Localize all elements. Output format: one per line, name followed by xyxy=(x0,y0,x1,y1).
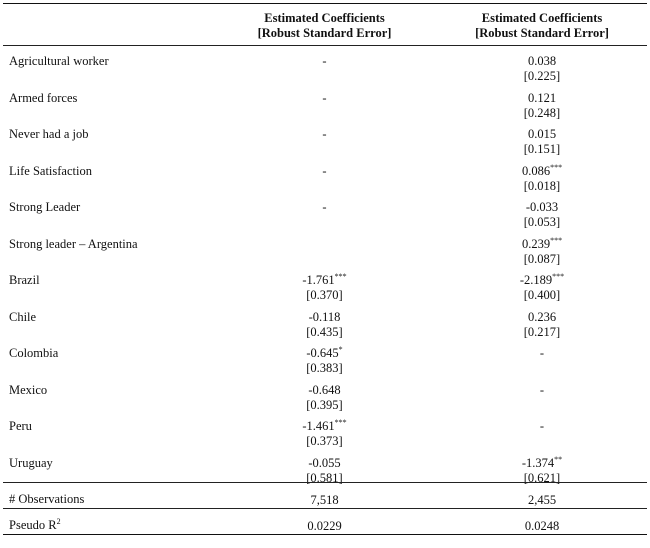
coefficient-cell-c2 xyxy=(439,383,645,398)
coefficient-value: 0.121 xyxy=(527,90,557,105)
table-row xyxy=(3,157,647,194)
coefficient xyxy=(233,200,416,215)
coefficient-cell-c2 xyxy=(439,200,645,230)
coefficient-cell-c1 xyxy=(233,164,416,179)
column-header-1-line2: [Robust Standard Error] xyxy=(257,26,392,40)
coefficient xyxy=(439,200,645,215)
coefficient-value: - xyxy=(539,419,545,433)
coefficient xyxy=(233,91,416,106)
coefficient xyxy=(233,54,416,69)
coefficient xyxy=(439,127,645,142)
coefficient xyxy=(233,419,416,434)
bottom-rule xyxy=(3,534,647,535)
pseudo-r2-label: Pseudo R xyxy=(9,518,57,532)
column-header-2 xyxy=(439,11,645,41)
standard-error: [0.217] xyxy=(523,324,561,339)
coefficient-value: -0.033 xyxy=(525,200,559,214)
standard-error: [0.151] xyxy=(523,142,561,156)
coefficient-cell-c1 xyxy=(233,200,416,215)
header-rule xyxy=(3,45,647,46)
standard-error: [0.435] xyxy=(306,324,343,339)
coefficient-value: - xyxy=(539,346,545,360)
coefficient-value: - xyxy=(539,382,545,397)
coefficient-cell-c2 xyxy=(439,456,645,486)
coefficient-value: -0.645 xyxy=(306,346,339,360)
table-row xyxy=(3,412,647,449)
coefficient-cell-c1 xyxy=(233,383,416,413)
coefficient-cell-c2 xyxy=(439,310,645,340)
row-label xyxy=(9,518,61,533)
coefficient-value: -0.648 xyxy=(308,382,341,397)
table-row xyxy=(3,449,647,486)
coefficient xyxy=(439,310,645,325)
significance-stars: * xyxy=(338,345,343,354)
coefficient xyxy=(439,54,645,69)
row-label: Never had a job xyxy=(9,127,89,141)
coefficient-cell-c2 xyxy=(439,419,645,434)
coefficient-cell-c2 xyxy=(439,164,645,194)
row-label: Strong leader – Argentina xyxy=(9,236,138,251)
coefficient-cell-c2 xyxy=(439,346,645,361)
row-label: Mexico xyxy=(9,382,48,397)
significance-stars: *** xyxy=(334,418,347,427)
row-label: Peru xyxy=(9,419,32,433)
significance-stars: ** xyxy=(554,454,563,464)
observations-col2: 2,455 xyxy=(527,493,557,507)
row-label: Brazil xyxy=(9,273,40,287)
coefficient-value: - xyxy=(322,127,327,141)
significance-stars: *** xyxy=(550,162,563,172)
coefficient xyxy=(233,164,416,179)
observations-col1: 7,518 xyxy=(310,493,339,507)
coefficient-value: - xyxy=(322,54,327,68)
pseudo-r2-col2: 0.0248 xyxy=(524,519,560,533)
column-header-1-line1: Estimated Coefficients xyxy=(264,11,385,25)
coefficient-value: -2.189 xyxy=(519,273,553,287)
table-row xyxy=(3,230,647,267)
obs-rule xyxy=(3,508,647,509)
coefficient xyxy=(439,237,645,252)
coefficient-cell-c1 xyxy=(233,127,416,142)
coefficient-value: -0.055 xyxy=(308,455,341,470)
column-header-1 xyxy=(233,11,416,41)
coefficient-cell-c2 xyxy=(439,54,645,84)
body-rule xyxy=(3,482,647,483)
pseudo-r2-col1: 0.0229 xyxy=(307,519,342,533)
table-row xyxy=(3,193,647,230)
table-row xyxy=(3,120,647,157)
standard-error: [0.225] xyxy=(523,69,561,83)
coefficient-value: 0.239 xyxy=(521,236,551,251)
coefficient-cell-c1 xyxy=(233,346,416,376)
table-row xyxy=(3,47,647,84)
coefficient-value: 0.236 xyxy=(527,309,557,324)
table-row xyxy=(3,84,647,121)
coefficient xyxy=(439,346,645,361)
row-label: Armed forces xyxy=(9,90,78,105)
column-header-2-line2: [Robust Standard Error] xyxy=(475,26,609,40)
coefficient xyxy=(439,164,645,179)
coefficient xyxy=(439,91,645,106)
standard-error: [0.018] xyxy=(523,178,561,193)
row-label: # Observations xyxy=(9,492,85,506)
coefficient xyxy=(439,383,645,398)
standard-error: [0.248] xyxy=(523,105,561,120)
coefficient xyxy=(439,456,645,471)
coefficient-cell-c2 xyxy=(439,127,645,157)
row-label: Chile xyxy=(9,309,37,324)
row-label: Uruguay xyxy=(9,455,53,470)
standard-error: [0.581] xyxy=(306,470,343,485)
coefficient-value: -0.118 xyxy=(308,309,341,324)
significance-stars: *** xyxy=(550,235,563,245)
row-label: Agricultural worker xyxy=(9,54,109,68)
coefficient xyxy=(233,456,416,471)
standard-error: [0.383] xyxy=(306,361,343,375)
coefficient-cell-c2 xyxy=(439,237,645,267)
coefficient-cell-c2 xyxy=(439,273,645,303)
standard-error: [0.053] xyxy=(523,215,561,229)
coefficient-cell-c1 xyxy=(233,91,416,106)
standard-error: [0.621] xyxy=(523,470,561,485)
standard-error: [0.087] xyxy=(523,251,561,266)
row-label: Strong Leader xyxy=(9,200,81,214)
coefficient xyxy=(233,383,416,398)
table-row xyxy=(3,339,647,376)
table-row xyxy=(3,266,647,303)
significance-stars: *** xyxy=(334,272,347,281)
row-label: Colombia xyxy=(9,346,59,360)
standard-error: [0.370] xyxy=(306,288,343,302)
coefficient-cell-c2 xyxy=(439,91,645,121)
table-row-pseudo-r2 xyxy=(3,511,647,548)
standard-error: [0.373] xyxy=(306,434,343,448)
coefficient-cell-c1 xyxy=(233,419,416,449)
top-rule xyxy=(3,3,647,4)
significance-stars: *** xyxy=(552,272,565,281)
coefficient xyxy=(233,346,416,361)
coefficient-value: - xyxy=(322,200,327,214)
table-row xyxy=(3,376,647,413)
coefficient-cell-c1 xyxy=(233,54,416,69)
coefficient xyxy=(233,127,416,142)
coefficient xyxy=(439,273,645,288)
coefficient-value: -1.761 xyxy=(302,273,335,287)
coefficient-value: 0.038 xyxy=(527,54,557,68)
pseudo-r2-superscript: 2 xyxy=(56,517,61,526)
standard-error: [0.400] xyxy=(523,288,561,302)
table-row xyxy=(3,303,647,340)
standard-error: [0.395] xyxy=(306,397,343,412)
coefficient-value: 0.086 xyxy=(521,163,551,178)
column-header-2-line1: Estimated Coefficients xyxy=(481,11,603,25)
coefficient-value: -1.461 xyxy=(302,419,335,433)
coefficient-value: - xyxy=(322,90,327,105)
coefficient xyxy=(233,273,416,288)
coefficient xyxy=(233,310,416,325)
coefficient-cell-c1 xyxy=(233,310,416,340)
coefficient-cell-c1 xyxy=(233,273,416,303)
coefficient-value: -1.374 xyxy=(521,455,555,470)
coefficient-value: - xyxy=(322,163,327,178)
coefficient-cell-c1 xyxy=(233,456,416,486)
coefficient-value: 0.015 xyxy=(527,127,557,141)
coefficient xyxy=(439,419,645,434)
row-label: Life Satisfaction xyxy=(9,163,92,178)
